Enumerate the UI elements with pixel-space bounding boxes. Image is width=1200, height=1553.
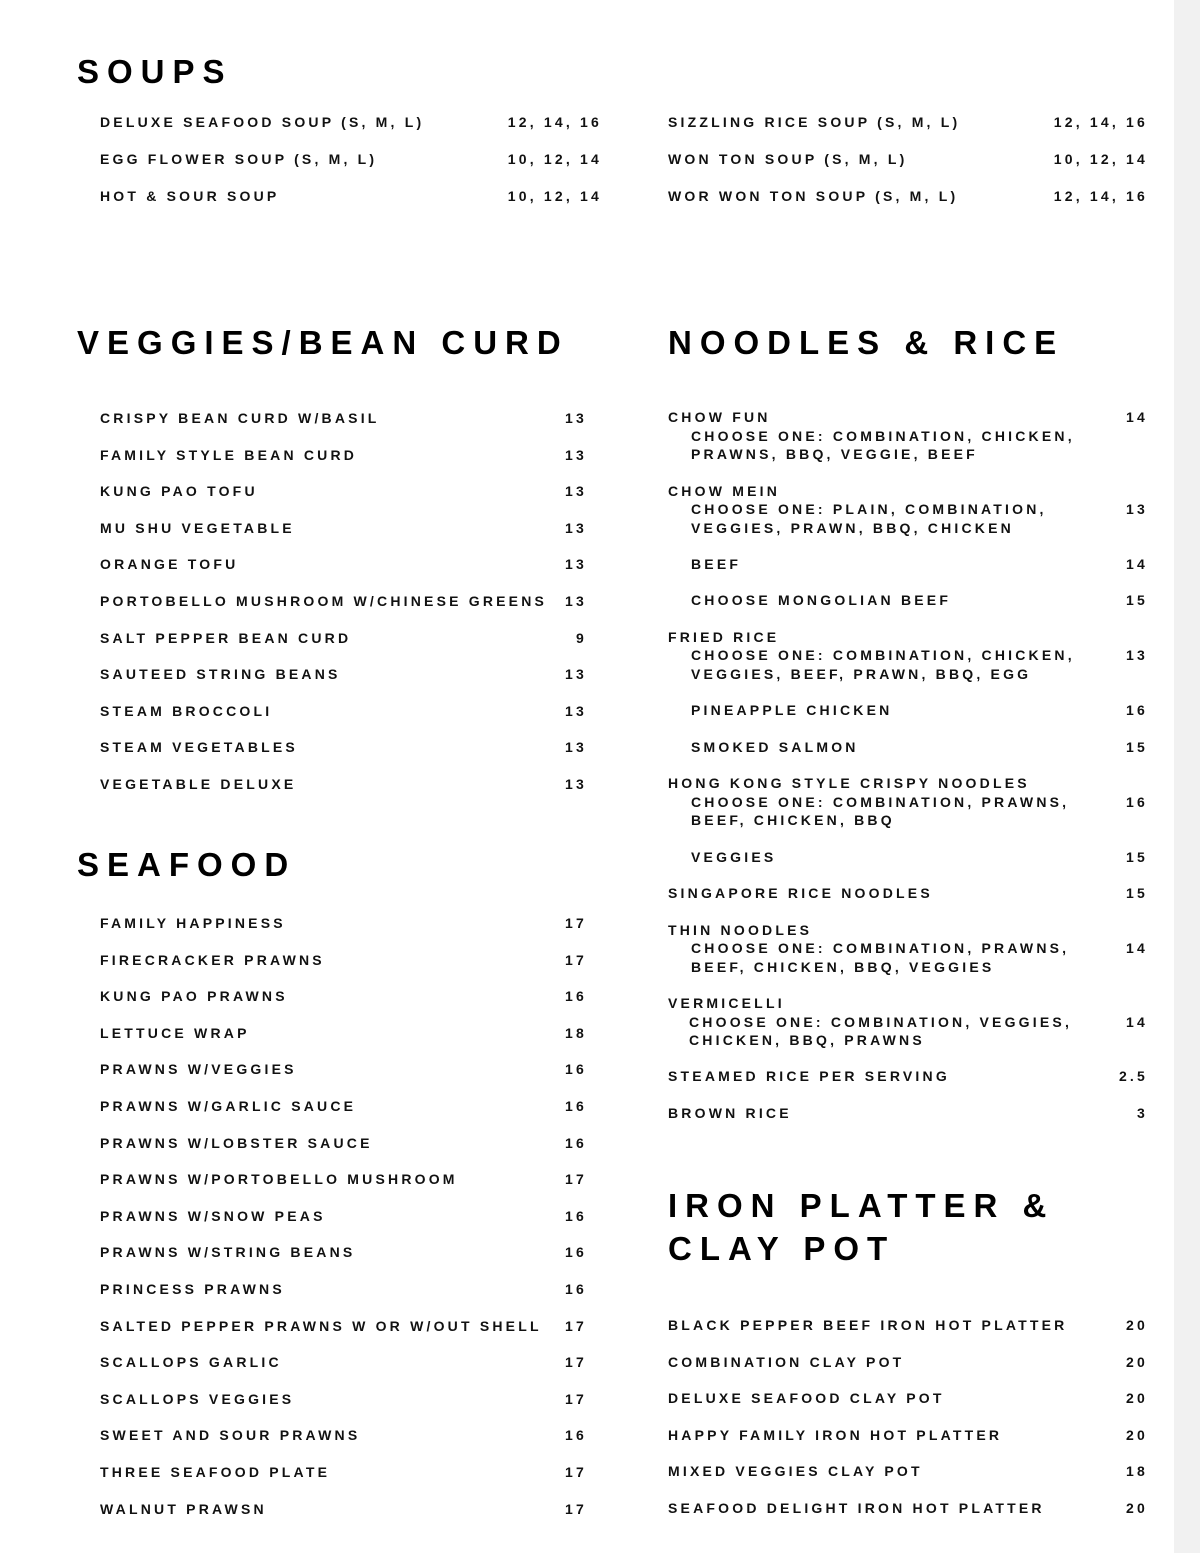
item-name: VEGETABLE DELUXE (100, 776, 297, 792)
item-options: CHOOSE ONE: COMBINATION, VEGGIES, CHICKEN, BBQ, PRAWNS (689, 1013, 1073, 1048)
ironplatter-heading-line1: IRON PLATTER & (668, 1187, 1055, 1224)
item-options: CHOOSE ONE: PLAIN, COMBINATION, VEGGIES, PRAWN, BBQ, CHICKEN (691, 501, 1047, 536)
item-name: ORANGE TOFU (100, 556, 239, 573)
item-options: CHOOSE ONE: COMBINATION, PRAWNS, BEEF, CHICKEN, BBQ (691, 793, 1070, 828)
item-name: SWEET AND SOUR PRAWNS (100, 1427, 361, 1444)
item-price: 17 (565, 1500, 587, 1517)
item-name: WON TON SOUP (S, M, L) (668, 151, 908, 167)
item-price: 20 (1126, 1353, 1148, 1370)
item-price: 14 (1126, 409, 1148, 425)
item-name: BLACK PEPPER BEEF IRON HOT PLATTER (668, 1317, 1068, 1333)
item-name: SCALLOPS VEGGIES (100, 1390, 295, 1407)
item-price: 13 (565, 519, 587, 536)
item-price: 12, 14, 16 (1053, 188, 1148, 204)
item-price: 14 (1126, 940, 1148, 956)
item-name: PINEAPPLE CHICKEN (691, 702, 893, 718)
soups-right-list (668, 113, 1148, 213)
item-price: 13 (1126, 501, 1148, 517)
item-price: 13 (565, 410, 587, 426)
ironplatter-heading-line2: CLAY POT (668, 1230, 896, 1267)
item-name: VEGGIES (691, 848, 777, 865)
item-price: 13 (565, 739, 587, 756)
seafood-list (100, 914, 587, 1524)
item-name: PRAWNS W/LOBSTER SAUCE (100, 1134, 373, 1151)
item-name: MU SHU VEGETABLE (100, 519, 295, 536)
item-name: DELUXE SEAFOOD SOUP (S, M, L) (100, 114, 425, 130)
item-price: 20 (1126, 1317, 1148, 1333)
item-price: 17 (565, 1317, 587, 1334)
item-name: VERMICELLI (668, 995, 785, 1011)
item-name: PRAWNS W/SNOW PEAS (100, 1207, 326, 1224)
item-name: EGG FLOWER SOUP (S, M, L) (100, 151, 378, 167)
item-name: FIRECRACKER PRAWNS (100, 951, 325, 968)
item-name: MIXED VEGGIES CLAY POT (668, 1463, 923, 1480)
item-price: 16 (565, 988, 587, 1005)
item-price: 15 (1126, 592, 1148, 608)
item-price: 16 (565, 1427, 587, 1444)
item-name: SEAFOOD DELIGHT IRON HOT PLATTER (668, 1500, 1045, 1516)
item-price: 20 (1126, 1390, 1148, 1407)
item-price: 17 (565, 1171, 587, 1188)
item-price: 3 (1137, 1104, 1148, 1121)
item-name: SALT PEPPER BEAN CURD (100, 629, 352, 646)
item-name: SAUTEED STRING BEANS (100, 666, 341, 683)
item-name: COMBINATION CLAY POT (668, 1353, 905, 1370)
item-price: 18 (1126, 1463, 1148, 1480)
item-price: 16 (565, 1061, 587, 1078)
item-price: 10, 12, 14 (507, 151, 602, 167)
item-price: 18 (565, 1024, 587, 1041)
item-name: STEAMED RICE PER SERVING (668, 1068, 950, 1084)
item-name: HAPPY FAMILY IRON HOT PLATTER (668, 1426, 1003, 1443)
item-price: 14 (1126, 1013, 1148, 1030)
soups-heading: SOUPS (77, 53, 233, 90)
item-options: CHOOSE ONE: COMBINATION, CHICKEN, PRAWNS, BBQ, VEGGIE, BEEF (691, 427, 1075, 462)
item-price: 17 (565, 1464, 587, 1480)
item-price: 20 (1126, 1426, 1148, 1443)
item-price: 16 (1126, 793, 1148, 810)
item-price: 2.5 (1118, 1068, 1148, 1084)
item-name: HONG KONG STYLE CRISPY NOODLES (668, 775, 1030, 791)
item-name: CHOW MEIN (668, 482, 781, 499)
item-name: WALNUT PRAWSN (100, 1500, 267, 1517)
item-price: 14 (1126, 555, 1148, 572)
item-name: FAMILY STYLE BEAN CURD (100, 446, 358, 463)
item-price: 15 (1126, 885, 1148, 901)
item-price: 15 (1126, 848, 1148, 865)
item-name: BEEF (691, 555, 742, 572)
item-price: 17 (565, 951, 587, 968)
soups-left-list (100, 113, 602, 213)
item-name: SCALLOPS GARLIC (100, 1354, 282, 1371)
veggies-list (100, 409, 587, 799)
item-name: SMOKED SALMON (691, 738, 859, 755)
item-name: FRIED RICE (668, 628, 780, 645)
item-price: 12, 14, 16 (507, 114, 602, 130)
item-name: WOR WON TON SOUP (S, M, L) (668, 188, 959, 204)
ironplatter-list (668, 1316, 1148, 1526)
item-name: THIN NOODLES (668, 921, 813, 938)
item-name: PRAWNS W/STRING BEANS (100, 1244, 356, 1261)
item-name: LETTUCE WRAP (100, 1024, 250, 1041)
item-price: 10, 12, 14 (507, 188, 602, 204)
item-name: SIZZLING RICE SOUP (S, M, L) (668, 114, 961, 130)
item-price: 16 (565, 1244, 587, 1261)
page-edge (1174, 0, 1200, 1553)
item-price: 13 (565, 593, 587, 609)
item-price: 15 (1126, 738, 1148, 755)
item-name: CHOOSE MONGOLIAN BEEF (691, 592, 952, 608)
seafood-heading: SEAFOOD (77, 846, 297, 883)
noodles-list (668, 408, 1148, 1128)
item-price: 16 (1126, 702, 1148, 718)
item-price: 13 (1126, 647, 1148, 663)
item-name: CRISPY BEAN CURD W/BASIL (100, 410, 380, 426)
item-name: SALTED PEPPER PRAWNS W OR W/OUT SHELL (100, 1317, 542, 1334)
item-name: PRAWNS W/GARLIC SAUCE (100, 1098, 357, 1114)
veggies-heading: VEGGIES/BEAN CURD (77, 324, 569, 361)
item-price: 10, 12, 14 (1053, 151, 1148, 167)
item-price: 17 (565, 915, 587, 931)
item-name: PRAWNS W/PORTOBELLO MUSHROOM (100, 1171, 458, 1188)
item-options: CHOOSE ONE: COMBINATION, PRAWNS, BEEF, CHICKEN, BBQ, VEGGIES (691, 940, 1070, 975)
item-price: 9 (576, 629, 587, 646)
item-name: KUNG PAO PRAWNS (100, 988, 288, 1005)
item-price: 13 (565, 666, 587, 683)
item-price: 16 (565, 1281, 587, 1297)
item-name: CHOW FUN (668, 409, 771, 425)
item-price: 17 (565, 1390, 587, 1407)
item-price: 16 (565, 1207, 587, 1224)
item-price: 12, 14, 16 (1053, 114, 1148, 130)
item-name: PRINCESS PRAWNS (100, 1281, 285, 1297)
item-options: CHOOSE ONE: COMBINATION, CHICKEN, VEGGIES, BEEF, PRAWN, BBQ, EGG (691, 647, 1075, 682)
item-price: 13 (565, 776, 587, 792)
item-price: 13 (565, 483, 587, 500)
item-price: 17 (565, 1354, 587, 1371)
item-name: STEAM VEGETABLES (100, 739, 298, 756)
item-price: 16 (565, 1098, 587, 1114)
item-price: 13 (565, 702, 587, 719)
item-name: PORTOBELLO MUSHROOM W/CHINESE GREENS (100, 593, 548, 609)
item-price: 13 (565, 446, 587, 463)
item-name: STEAM BROCCOLI (100, 702, 273, 719)
item-name: FAMILY HAPPINESS (100, 915, 286, 931)
item-name: BROWN RICE (668, 1104, 792, 1121)
item-name: HOT & SOUR SOUP (100, 188, 280, 204)
item-name: PRAWNS W/VEGGIES (100, 1061, 297, 1078)
item-price: 13 (565, 556, 587, 573)
item-name: KUNG PAO TOFU (100, 483, 258, 500)
item-price: 20 (1126, 1500, 1148, 1516)
noodles-heading: NOODLES & RICE (668, 324, 1065, 361)
item-name: DELUXE SEAFOOD CLAY POT (668, 1390, 945, 1407)
item-name: THREE SEAFOOD PLATE (100, 1464, 331, 1480)
item-price: 16 (565, 1134, 587, 1151)
item-name: SINGAPORE RICE NOODLES (668, 885, 933, 901)
